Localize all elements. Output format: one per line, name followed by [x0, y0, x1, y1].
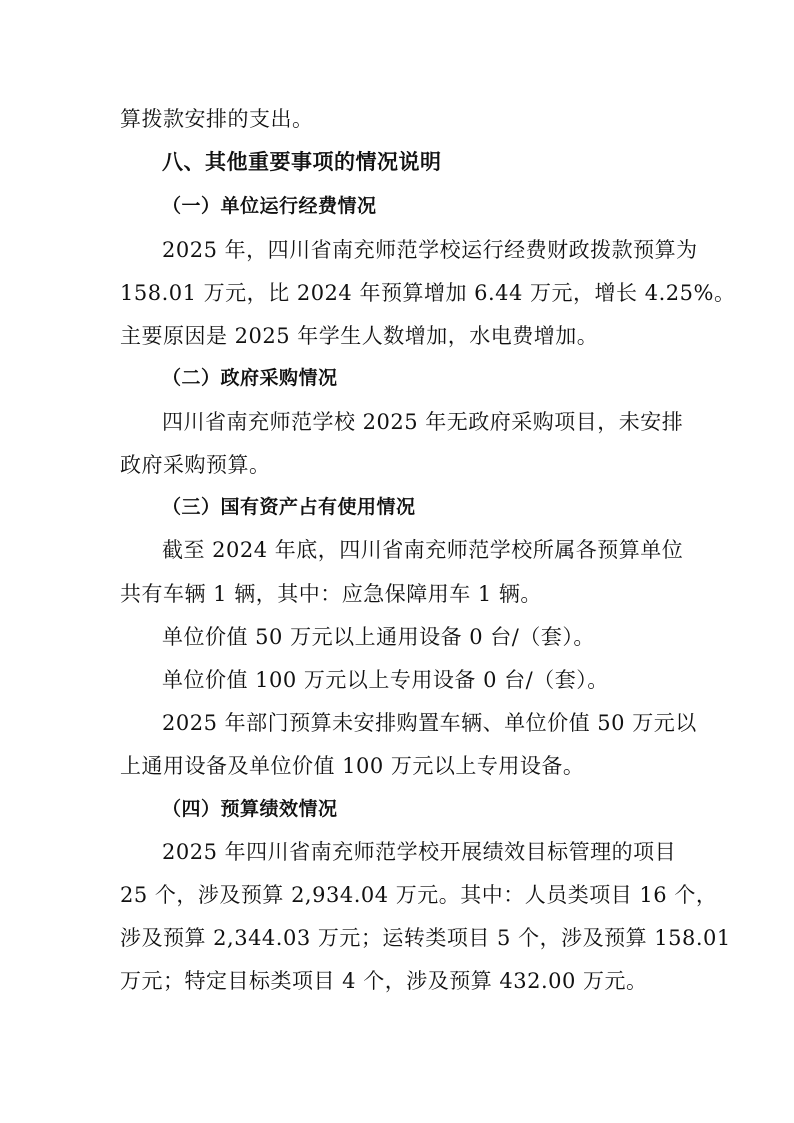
subsection-heading: （一）单位运行经费情况: [162, 195, 377, 217]
paragraph-line: 四川省南充师范学校 2025 年无政府采购项目，未安排: [162, 410, 684, 434]
paragraph-line: 共有车辆 1 辆，其中：应急保障用车 1 辆。: [120, 582, 542, 606]
paragraph-line: 主要原因是 2025 年学生人数增加，水电费增加。: [120, 324, 599, 348]
paragraph-line: 2025 年四川省南充师范学校开展绩效目标管理的项目: [162, 840, 677, 864]
paragraph-line: 涉及预算 2,344.03 万元；运转类项目 5 个，涉及预算 158.01: [120, 926, 731, 950]
paragraph-line: 单位价值 50 万元以上通用设备 0 台/（套）。: [162, 625, 595, 649]
subsection-heading: （三）国有资产占有使用情况: [162, 496, 416, 518]
paragraph-line: 算拨款安排的支出。: [120, 107, 314, 131]
section-heading: 八、其他重要事项的情况说明: [162, 149, 442, 174]
subsection-heading: （二）政府采购情况: [162, 367, 338, 389]
paragraph-line: 158.01 万元，比 2024 年预算增加 6.44 万元，增长 4.25%。: [120, 281, 736, 305]
paragraph-line: 政府采购预算。: [120, 453, 271, 477]
paragraph-line: 单位价值 100 万元以上专用设备 0 台/（套）。: [162, 668, 609, 692]
paragraph-line: 2025 年部门预算未安排购置车辆、单位价值 50 万元以: [162, 711, 697, 735]
paragraph-line: 截至 2024 年底，四川省南充师范学校所属各预算单位: [162, 538, 684, 562]
paragraph-line: 2025 年，四川省南充师范学校运行经费财政拨款预算为: [162, 238, 698, 262]
subsection-heading: （四）预算绩效情况: [162, 798, 338, 820]
paragraph-line: 上通用设备及单位价值 100 万元以上专用设备。: [120, 754, 585, 778]
paragraph-line: 万元；特定目标类项目 4 个，涉及预算 432.00 万元。: [120, 969, 648, 993]
paragraph-line: 25 个，涉及预算 2,934.04 万元。其中：人员类项目 16 个，: [120, 883, 718, 907]
